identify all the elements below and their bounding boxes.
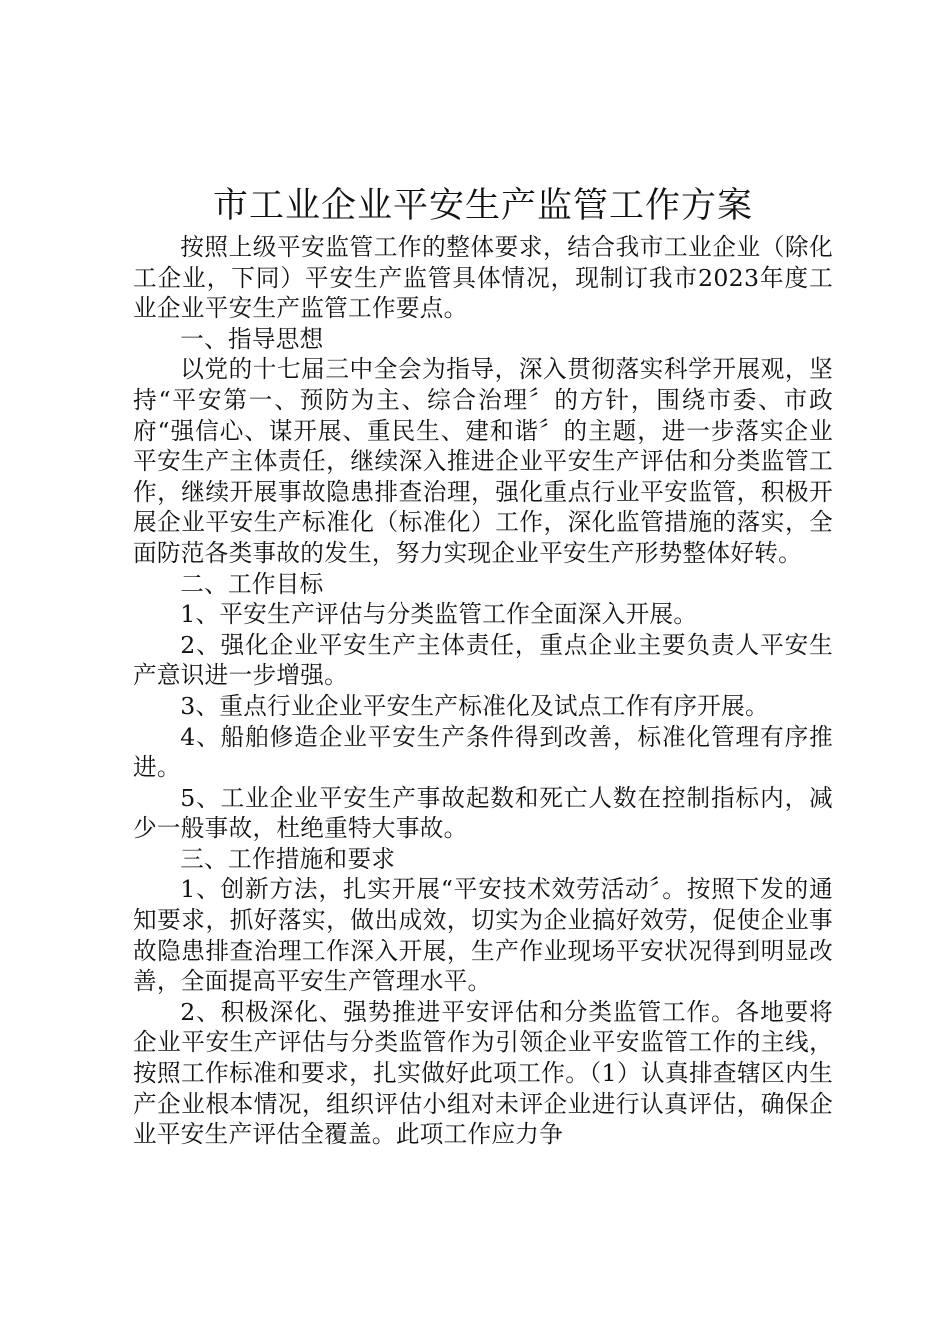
- measure-item-1: 1、创新方法，扎实开展“平安技术效劳活动〞。按照下发的通知要求，抓好落实，做出成效，切实为企业搞好效劳，促使企业事故隐患排查治理工作深入开展，生产作业现场平安状况得到明显改善，全面提高平安生产管理水平。: [133, 875, 833, 996]
- goal-item-3: 3、重点行业企业平安生产标准化及试点工作有序开展。: [180, 691, 769, 720]
- document-page: [133, 182, 833, 1150]
- goal-item-5: 5、工业企业平安生产事故起数和死亡人数在控制指标内，减少一般事故，杜绝重特大事故。: [133, 783, 833, 843]
- section-heading-work-goals: 二、工作目标: [180, 569, 324, 598]
- goal-item-4: 4、船舶修造企业平安生产条件得到改善，标准化管理有序推进。: [133, 722, 833, 782]
- goal-item-2: 2、强化企业平安生产主体责任，重点企业主要负责人平安生产意识进一步增强。: [133, 630, 833, 690]
- guiding-thought-paragraph: 以党的十七届三中全会为指导，深入贯彻落实科学开展观，坚持“平安第一、预防为主、综合治理〞的方针，围绕市委、市政府“强信心、谋开展、重民生、建和谐〞的主题，进一步落实企业平安生产主体责任，继续深入推进企业平安生产评估和分类监管工作，继续开展事故隐患排查治理，强化重点行业平安监管，积极开展企业平安生产标准化（标准化）工作，深化监管措施的落实，全面防范各类事故的发生，努力实现企业平安生产形势整体好转。: [133, 355, 833, 567]
- goal-item-1: 1、平安生产评估与分类监管工作全面深入开展。: [180, 600, 698, 629]
- intro-paragraph: 按照上级平安监管工作的整体要求，结合我市工业企业（除化工企业，下同）平安生产监管具体情况，现制订我市2023年度工业企业平安生产监管工作要点。: [133, 233, 833, 323]
- measure-item-2: 2、积极深化、强势推进平安评估和分类监管工作。各地要将企业平安生产评估与分类监管作为引领企业平安监管工作的主线，按照工作标准和要求，扎实做好此项工作。（1）认真排查辖区内生产企业根本情况，组织评估小组对未评企业进行认真评估，确保企业平安生产评估全覆盖。此项工作应力争: [133, 997, 833, 1149]
- document-title: 市工业企业平安生产监管工作方案: [212, 186, 753, 226]
- section-heading-guiding-thought: 一、指导思想: [180, 324, 324, 353]
- section-heading-measures: 三、工作措施和要求: [180, 844, 396, 873]
